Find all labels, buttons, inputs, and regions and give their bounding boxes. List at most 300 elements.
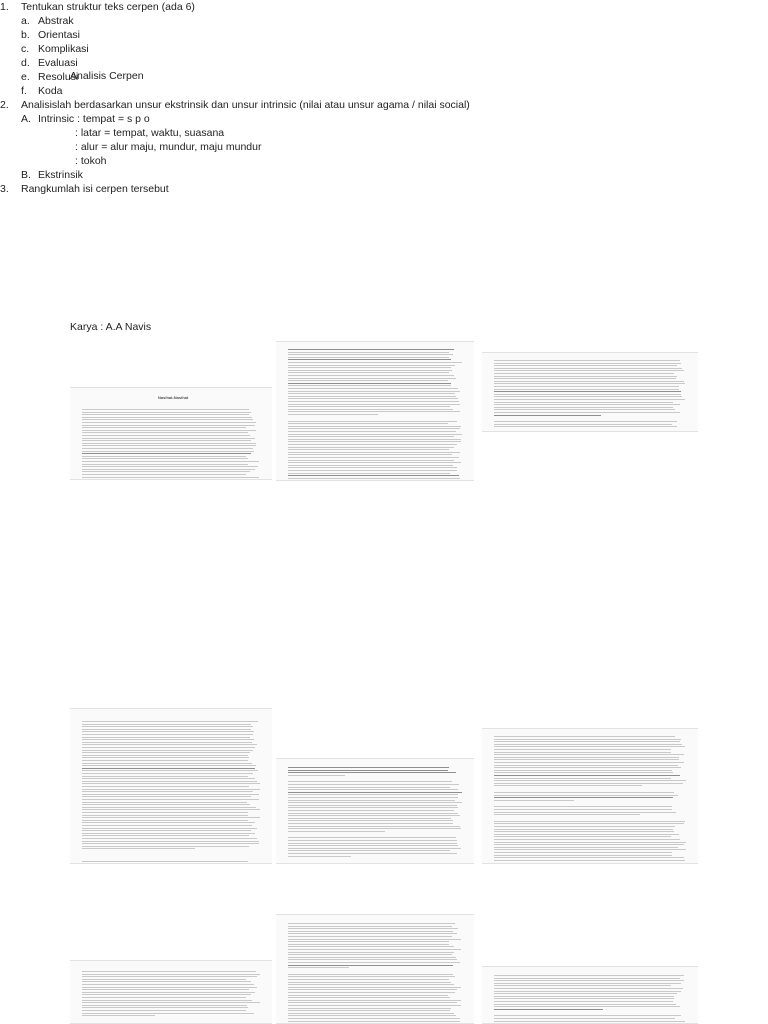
task-subitem: b. Orientasi	[21, 29, 81, 41]
text-line	[494, 991, 681, 992]
text-line	[82, 765, 256, 766]
text-line	[288, 436, 454, 437]
text-line	[288, 352, 449, 353]
text-line	[494, 370, 684, 371]
text-line	[288, 772, 456, 773]
text-line	[494, 980, 684, 981]
text-line	[494, 394, 681, 395]
text-line	[288, 398, 458, 399]
text-line	[82, 822, 255, 823]
text-line	[494, 770, 672, 771]
text-line	[82, 989, 249, 990]
author-line: Karya : A.A Navis	[70, 321, 152, 333]
text-line	[494, 800, 574, 801]
text-line	[82, 739, 254, 740]
text-line	[288, 965, 453, 966]
text-line	[82, 731, 254, 732]
text-line	[82, 755, 248, 756]
text-line	[82, 804, 250, 805]
text-line	[494, 847, 678, 848]
text-line	[494, 426, 677, 427]
text-line	[494, 1006, 680, 1007]
text-line	[494, 836, 671, 837]
text-line	[494, 415, 601, 416]
text-line	[82, 838, 257, 839]
text-line	[82, 440, 251, 441]
text-line	[82, 721, 258, 722]
text-line	[288, 944, 449, 945]
text-line	[82, 825, 252, 826]
text-line	[494, 996, 674, 997]
text-line	[288, 787, 450, 788]
task-detail: : latar = tempat, waktu, suasana	[75, 127, 225, 139]
text-line	[288, 856, 351, 857]
text-line	[288, 434, 462, 435]
text-line	[288, 396, 456, 397]
text-line	[82, 448, 253, 449]
story-page-title: Nasihat-Nasihat	[158, 395, 189, 400]
text-line	[494, 985, 671, 986]
text-line	[82, 1013, 254, 1014]
text-line	[288, 815, 460, 816]
text-line	[494, 839, 680, 840]
task-subitem: f. Koda	[21, 85, 63, 97]
text-line	[288, 404, 460, 405]
text-line	[494, 360, 680, 361]
text-line	[288, 460, 454, 461]
text-line	[288, 470, 457, 471]
text-line	[288, 805, 457, 806]
text-line	[288, 962, 460, 963]
text-line	[288, 362, 462, 363]
text-line	[82, 820, 248, 821]
text-line	[82, 466, 258, 467]
text-line	[288, 792, 462, 793]
text-line	[288, 979, 449, 980]
text-line	[82, 414, 249, 415]
text-line	[494, 383, 685, 384]
text-line	[494, 396, 682, 397]
text-line	[288, 421, 457, 422]
text-line	[288, 465, 453, 466]
text-line	[288, 823, 453, 824]
text-line	[82, 464, 248, 465]
text-line	[288, 775, 345, 776]
text-line	[494, 424, 672, 425]
text-line	[288, 439, 461, 440]
document-page	[0, 0, 768, 400]
text-line	[494, 373, 674, 374]
text-line	[494, 821, 685, 822]
text-line	[494, 772, 673, 773]
text-line	[288, 1002, 457, 1003]
text-line	[288, 923, 455, 924]
text-line	[288, 982, 451, 983]
text-line	[288, 807, 458, 808]
text-line	[82, 1005, 247, 1006]
text-line	[82, 781, 257, 782]
text-line	[494, 780, 686, 781]
text-line	[494, 775, 680, 776]
text-line	[82, 1007, 248, 1008]
task-subitem: a. Abstrak	[21, 15, 74, 27]
text-line	[494, 386, 679, 387]
text-line	[494, 363, 681, 364]
text-line	[288, 449, 449, 450]
text-line	[494, 857, 684, 858]
text-line	[82, 776, 248, 777]
text-line	[82, 786, 249, 787]
text-line	[82, 830, 251, 831]
text-line	[82, 425, 255, 426]
text-line	[288, 820, 453, 821]
text-line	[494, 812, 676, 813]
text-line	[288, 826, 460, 827]
text-line	[494, 752, 671, 753]
text-line	[288, 385, 451, 386]
text-line	[288, 475, 459, 476]
text-line	[494, 391, 681, 392]
text-line	[288, 810, 454, 811]
text-line	[494, 823, 684, 824]
text-line	[494, 1004, 676, 1005]
text-line	[494, 407, 673, 408]
text-line	[82, 987, 257, 988]
text-line	[288, 818, 451, 819]
text-line	[82, 451, 254, 452]
text-line	[82, 435, 250, 436]
text-line	[288, 952, 454, 953]
text-line	[494, 736, 675, 737]
text-line	[82, 848, 195, 849]
task-detail: : alur = alur maju, mundur, maju mundur	[75, 141, 262, 153]
text-line	[494, 860, 685, 861]
text-line	[82, 427, 246, 428]
text-line	[494, 759, 679, 760]
text-line	[288, 933, 457, 934]
text-line	[288, 767, 449, 768]
text-line	[82, 477, 259, 478]
text-line	[494, 988, 683, 989]
text-line	[288, 380, 448, 381]
text-line	[82, 796, 251, 797]
text-line	[82, 742, 252, 743]
text-line	[288, 946, 454, 947]
task-subitem: d. Evaluasi	[21, 57, 78, 69]
text-line	[288, 365, 455, 366]
text-line	[82, 807, 256, 808]
text-line	[288, 843, 457, 844]
text-line	[288, 1015, 456, 1016]
text-line	[494, 741, 680, 742]
text-line	[288, 383, 451, 384]
text-line	[494, 746, 685, 747]
text-line	[82, 997, 246, 998]
text-line	[494, 754, 684, 755]
text-line	[82, 976, 257, 977]
text-line	[494, 402, 673, 403]
text-line	[82, 409, 249, 410]
text-line	[82, 778, 255, 779]
text-line	[494, 978, 680, 979]
text-line	[494, 1018, 675, 1019]
text-line	[288, 409, 453, 410]
text-line	[82, 1010, 246, 1011]
story-page-image	[70, 960, 272, 1024]
text-line	[288, 457, 459, 458]
text-line	[494, 785, 642, 786]
text-line	[82, 773, 253, 774]
text-line	[288, 444, 457, 445]
text-line	[82, 802, 247, 803]
text-line	[494, 378, 676, 379]
text-line	[288, 462, 461, 463]
text-line	[494, 739, 681, 740]
text-line	[82, 791, 253, 792]
text-line	[288, 473, 450, 474]
text-line	[494, 404, 680, 405]
text-line	[288, 931, 453, 932]
text-line	[288, 941, 449, 942]
text-line	[494, 844, 684, 845]
text-line	[494, 809, 672, 810]
text-line	[288, 406, 450, 407]
text-line	[82, 994, 251, 995]
text-line	[82, 794, 259, 795]
text-line	[494, 806, 672, 807]
text-line	[82, 752, 250, 753]
text-line	[82, 438, 255, 439]
text-line	[494, 399, 685, 400]
text-line	[288, 974, 453, 975]
text-line	[288, 1021, 460, 1022]
story-page-image	[276, 341, 474, 481]
text-line	[82, 430, 256, 431]
text-line	[494, 783, 683, 784]
text-line	[494, 998, 674, 999]
text-line	[288, 426, 461, 427]
text-line	[82, 726, 253, 727]
story-page-image	[482, 728, 698, 864]
task-subitem: c. Komplikasi	[21, 43, 89, 55]
text-line	[288, 452, 460, 453]
text-line	[82, 474, 246, 475]
task-subitem: e. Resolusi	[21, 71, 79, 83]
text-line	[288, 939, 461, 940]
text-line	[494, 834, 679, 835]
text-line	[82, 747, 255, 748]
text-line	[288, 478, 460, 479]
text-line	[288, 794, 458, 795]
text-line	[82, 984, 254, 985]
text-line	[288, 997, 450, 998]
text-line	[288, 957, 456, 958]
text-line	[494, 749, 671, 750]
task-item-3: 3. Rangkumlah isi cerpen tersebut	[0, 183, 169, 195]
text-line	[288, 967, 349, 968]
text-line	[494, 762, 684, 763]
text-line	[82, 1000, 252, 1001]
text-line	[82, 783, 260, 784]
text-line	[288, 800, 455, 801]
story-page-image	[70, 387, 272, 480]
text-line	[288, 375, 454, 376]
text-line	[494, 757, 679, 758]
text-line	[288, 391, 460, 392]
text-line	[494, 1021, 685, 1022]
text-line	[82, 757, 249, 758]
text-line	[288, 784, 459, 785]
text-line	[288, 447, 454, 448]
text-line	[494, 855, 672, 856]
task-list	[0, 0, 768, 196]
text-line	[494, 744, 682, 745]
text-line	[288, 423, 448, 424]
text-line	[288, 976, 455, 977]
text-line	[82, 456, 246, 457]
story-page-image	[70, 708, 272, 864]
text-line	[82, 417, 252, 418]
story-page-image	[276, 758, 474, 864]
text-line	[288, 926, 452, 927]
text-line	[494, 975, 684, 976]
text-line	[82, 843, 259, 844]
text-line	[288, 388, 458, 389]
text-line	[82, 461, 259, 462]
text-line	[494, 831, 674, 832]
text-line	[82, 750, 253, 751]
text-line	[82, 729, 251, 730]
text-line	[288, 393, 455, 394]
text-line	[494, 389, 679, 390]
text-line	[494, 829, 673, 830]
text-line	[288, 1000, 461, 1001]
text-line	[82, 453, 251, 454]
text-line	[82, 979, 246, 980]
text-line	[494, 983, 681, 984]
text-line	[288, 1018, 460, 1019]
text-line	[494, 1015, 681, 1016]
text-line	[82, 841, 259, 842]
text-line	[288, 370, 452, 371]
text-line	[494, 826, 675, 827]
text-line	[288, 428, 460, 429]
text-line	[288, 853, 457, 854]
text-line	[82, 835, 249, 836]
text-line	[288, 357, 449, 358]
text-line	[288, 411, 460, 412]
text-line	[82, 744, 257, 745]
text-line	[82, 469, 255, 470]
text-line	[82, 817, 260, 818]
text-line	[82, 1002, 260, 1003]
task-subitem: A. Intrinsic : tempat = s p o	[21, 113, 150, 125]
text-line	[82, 422, 256, 423]
text-line	[288, 837, 456, 838]
text-line	[82, 432, 248, 433]
text-line	[82, 981, 251, 982]
text-line	[82, 412, 251, 413]
text-line	[82, 799, 259, 800]
task-item-1: 1. Tentukan struktur teks cerpen (ada 6)	[0, 1, 195, 13]
text-line	[288, 992, 455, 993]
text-line	[288, 441, 461, 442]
text-line	[288, 987, 461, 988]
text-line	[82, 737, 250, 738]
text-line	[494, 842, 686, 843]
text-line	[494, 765, 678, 766]
text-line	[288, 949, 461, 950]
text-line	[494, 778, 671, 779]
text-line	[494, 814, 640, 815]
text-line	[494, 365, 677, 366]
text-line	[288, 1008, 451, 1009]
text-line	[82, 458, 248, 459]
task-subitem: B. Ekstrinsik	[21, 169, 83, 181]
text-line	[288, 401, 459, 402]
text-line	[82, 768, 255, 769]
text-line	[82, 812, 248, 813]
text-line	[82, 734, 253, 735]
text-line	[288, 372, 449, 373]
document-title: Analisis Cerpen	[70, 70, 144, 82]
text-line	[494, 412, 680, 413]
text-line	[288, 813, 458, 814]
text-line	[288, 984, 454, 985]
text-line	[288, 770, 448, 771]
text-line	[82, 419, 253, 420]
text-line	[494, 421, 677, 422]
text-line	[288, 354, 453, 355]
text-line	[494, 1001, 673, 1002]
text-line	[82, 789, 260, 790]
text-line	[82, 1015, 155, 1016]
text-line	[82, 992, 255, 993]
text-line	[494, 993, 677, 994]
text-line	[82, 809, 260, 810]
text-line	[288, 367, 451, 368]
text-line	[494, 852, 672, 853]
text-line	[494, 368, 682, 369]
text-line	[288, 1005, 461, 1006]
text-line	[288, 928, 458, 929]
text-line	[288, 802, 462, 803]
text-line	[494, 1009, 603, 1010]
text-line	[288, 848, 461, 849]
text-line	[288, 840, 457, 841]
text-line	[494, 381, 684, 382]
text-line	[494, 792, 674, 793]
text-line	[288, 797, 458, 798]
text-line	[82, 471, 250, 472]
text-line	[288, 995, 448, 996]
text-line	[288, 414, 378, 415]
text-line	[82, 763, 252, 764]
text-line	[82, 974, 260, 975]
text-line	[288, 789, 458, 790]
text-line	[82, 443, 256, 444]
text-line	[82, 815, 248, 816]
task-detail: : tokoh	[75, 155, 107, 167]
text-line	[82, 770, 258, 771]
text-line	[494, 409, 675, 410]
text-line	[288, 349, 454, 350]
text-line	[82, 971, 256, 972]
text-line	[82, 724, 251, 725]
text-line	[288, 359, 451, 360]
text-line	[288, 781, 452, 782]
text-line	[288, 989, 457, 990]
